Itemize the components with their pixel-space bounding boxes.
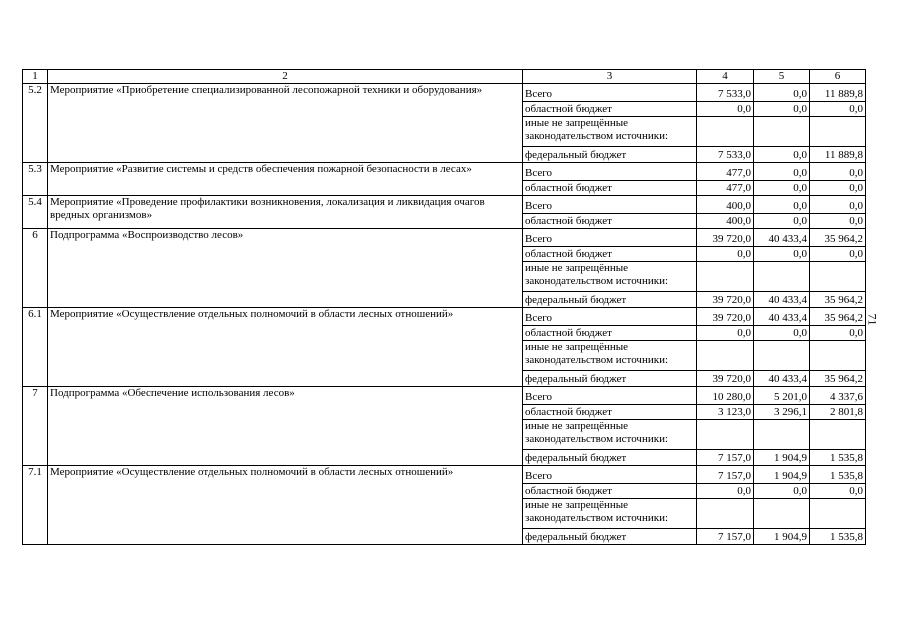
amount-year-2 bbox=[754, 499, 810, 529]
amount-year-1 bbox=[697, 499, 754, 529]
amount-year-1: 0,0 bbox=[697, 484, 754, 499]
activity-name: Мероприятие «Развитие системы и средств обеспечения пожарной безопасности в лесах» bbox=[48, 163, 523, 196]
amount-year-3: 0,0 bbox=[810, 102, 866, 117]
amount-year-2: 0,0 bbox=[754, 181, 810, 196]
amount-year-2 bbox=[754, 117, 810, 147]
amount-year-2: 0,0 bbox=[754, 163, 810, 181]
amount-year-1: 10 280,0 bbox=[697, 387, 754, 405]
column-number-header: 1 bbox=[23, 70, 48, 84]
amount-year-3: 0,0 bbox=[810, 214, 866, 229]
funding-source: федеральный бюджет bbox=[523, 529, 697, 545]
funding-source: Всего bbox=[523, 308, 697, 326]
amount-year-1 bbox=[697, 420, 754, 450]
amount-year-3 bbox=[810, 341, 866, 371]
table-row bbox=[23, 229, 866, 247]
amount-year-2: 0,0 bbox=[754, 102, 810, 117]
amount-year-1 bbox=[697, 117, 754, 147]
funding-source: иные не запрещённые законодательством источники: bbox=[523, 262, 697, 292]
amount-year-2: 0,0 bbox=[754, 326, 810, 341]
amount-year-1: 400,0 bbox=[697, 196, 754, 214]
page-number: 71 bbox=[865, 313, 880, 326]
amount-year-3: 0,0 bbox=[810, 326, 866, 341]
amount-year-3: 35 964,2 bbox=[810, 308, 866, 326]
amount-year-2 bbox=[754, 341, 810, 371]
amount-year-2: 40 433,4 bbox=[754, 292, 810, 308]
table-row bbox=[23, 308, 866, 326]
amount-year-1: 477,0 bbox=[697, 163, 754, 181]
amount-year-2 bbox=[754, 262, 810, 292]
budget-table-body bbox=[23, 70, 866, 545]
amount-year-3 bbox=[810, 420, 866, 450]
amount-year-1: 477,0 bbox=[697, 181, 754, 196]
amount-year-3: 35 964,2 bbox=[810, 292, 866, 308]
amount-year-1: 39 720,0 bbox=[697, 308, 754, 326]
amount-year-2: 1 904,9 bbox=[754, 466, 810, 484]
activity-name: Мероприятие «Осуществление отдельных полномочий в области лесных отношений» bbox=[48, 466, 523, 545]
funding-source: областной бюджет bbox=[523, 102, 697, 117]
funding-source: иные не запрещённые законодательством источники: bbox=[523, 341, 697, 371]
amount-year-3 bbox=[810, 499, 866, 529]
activity-name: Мероприятие «Проведение профилактики возникновения, локализация и ликвидация очагов вредных организмов» bbox=[48, 196, 523, 229]
table-row bbox=[23, 387, 866, 405]
funding-source: Всего bbox=[523, 387, 697, 405]
funding-source: Всего bbox=[523, 196, 697, 214]
table-row bbox=[23, 163, 866, 181]
row-number: 6 bbox=[23, 229, 48, 308]
table-row bbox=[23, 84, 866, 102]
funding-source: Всего bbox=[523, 466, 697, 484]
amount-year-3 bbox=[810, 262, 866, 292]
amount-year-2: 0,0 bbox=[754, 84, 810, 102]
funding-source: Всего bbox=[523, 229, 697, 247]
row-number: 5.3 bbox=[23, 163, 48, 196]
amount-year-2: 1 904,9 bbox=[754, 450, 810, 466]
amount-year-3: 35 964,2 bbox=[810, 229, 866, 247]
amount-year-2: 0,0 bbox=[754, 214, 810, 229]
funding-source: федеральный бюджет bbox=[523, 371, 697, 387]
column-year1-header: 4 bbox=[697, 70, 754, 84]
activity-name: Подпрограмма «Воспроизводство лесов» bbox=[48, 229, 523, 308]
budget-table bbox=[22, 69, 866, 545]
funding-source: иные не запрещённые законодательством источники: bbox=[523, 117, 697, 147]
funding-source: федеральный бюджет bbox=[523, 147, 697, 163]
amount-year-3: 11 889,8 bbox=[810, 84, 866, 102]
amount-year-1: 0,0 bbox=[697, 247, 754, 262]
amount-year-3: 0,0 bbox=[810, 484, 866, 499]
funding-source: областной бюджет bbox=[523, 326, 697, 341]
amount-year-3: 0,0 bbox=[810, 181, 866, 196]
funding-source: областной бюджет bbox=[523, 181, 697, 196]
column-source-header: 3 bbox=[523, 70, 697, 84]
amount-year-2 bbox=[754, 420, 810, 450]
funding-source: областной бюджет bbox=[523, 484, 697, 499]
amount-year-1: 7 157,0 bbox=[697, 466, 754, 484]
funding-source: иные не запрещённые законодательством источники: bbox=[523, 499, 697, 529]
amount-year-1: 7 533,0 bbox=[697, 84, 754, 102]
amount-year-1: 7 157,0 bbox=[697, 450, 754, 466]
amount-year-1: 7 157,0 bbox=[697, 529, 754, 545]
amount-year-3: 1 535,8 bbox=[810, 466, 866, 484]
amount-year-2: 40 433,4 bbox=[754, 371, 810, 387]
amount-year-3: 2 801,8 bbox=[810, 405, 866, 420]
amount-year-1: 0,0 bbox=[697, 102, 754, 117]
funding-source: областной бюджет bbox=[523, 405, 697, 420]
funding-source: Всего bbox=[523, 84, 697, 102]
amount-year-2: 0,0 bbox=[754, 484, 810, 499]
amount-year-2: 0,0 bbox=[754, 196, 810, 214]
amount-year-1: 3 123,0 bbox=[697, 405, 754, 420]
amount-year-3: 0,0 bbox=[810, 247, 866, 262]
amount-year-1: 400,0 bbox=[697, 214, 754, 229]
amount-year-2: 40 433,4 bbox=[754, 229, 810, 247]
amount-year-1: 39 720,0 bbox=[697, 229, 754, 247]
row-number: 6.1 bbox=[23, 308, 48, 387]
amount-year-1: 39 720,0 bbox=[697, 371, 754, 387]
activity-name: Мероприятие «Приобретение специализированной лесопожарной техники и оборудования» bbox=[48, 84, 523, 163]
funding-source: федеральный бюджет bbox=[523, 450, 697, 466]
row-number: 7 bbox=[23, 387, 48, 466]
amount-year-1: 39 720,0 bbox=[697, 292, 754, 308]
row-number: 5.4 bbox=[23, 196, 48, 229]
amount-year-1 bbox=[697, 341, 754, 371]
table-row bbox=[23, 466, 866, 484]
column-year2-header: 5 bbox=[754, 70, 810, 84]
amount-year-1: 0,0 bbox=[697, 326, 754, 341]
amount-year-3: 1 535,8 bbox=[810, 529, 866, 545]
funding-source: Всего bbox=[523, 163, 697, 181]
row-number: 7.1 bbox=[23, 466, 48, 545]
amount-year-3: 0,0 bbox=[810, 163, 866, 181]
activity-name: Мероприятие «Осуществление отдельных полномочий в области лесных отношений» bbox=[48, 308, 523, 387]
funding-source: федеральный бюджет bbox=[523, 292, 697, 308]
column-year3-header: 6 bbox=[810, 70, 866, 84]
amount-year-2: 3 296,1 bbox=[754, 405, 810, 420]
funding-source: иные не запрещённые законодательством источники: bbox=[523, 420, 697, 450]
amount-year-3: 0,0 bbox=[810, 196, 866, 214]
amount-year-3 bbox=[810, 117, 866, 147]
amount-year-3: 4 337,6 bbox=[810, 387, 866, 405]
funding-source: областной бюджет bbox=[523, 214, 697, 229]
amount-year-1: 7 533,0 bbox=[697, 147, 754, 163]
amount-year-3: 35 964,2 bbox=[810, 371, 866, 387]
amount-year-2: 40 433,4 bbox=[754, 308, 810, 326]
table-row bbox=[23, 196, 866, 214]
amount-year-2: 0,0 bbox=[754, 147, 810, 163]
activity-name: Подпрограмма «Обеспечение использования лесов» bbox=[48, 387, 523, 466]
amount-year-2: 0,0 bbox=[754, 247, 810, 262]
amount-year-3: 11 889,8 bbox=[810, 147, 866, 163]
column-name-header: 2 bbox=[48, 70, 523, 84]
amount-year-2: 1 904,9 bbox=[754, 529, 810, 545]
amount-year-2: 5 201,0 bbox=[754, 387, 810, 405]
column-header-row bbox=[23, 70, 866, 84]
row-number: 5.2 bbox=[23, 84, 48, 163]
amount-year-1 bbox=[697, 262, 754, 292]
funding-source: областной бюджет bbox=[523, 247, 697, 262]
amount-year-3: 1 535,8 bbox=[810, 450, 866, 466]
